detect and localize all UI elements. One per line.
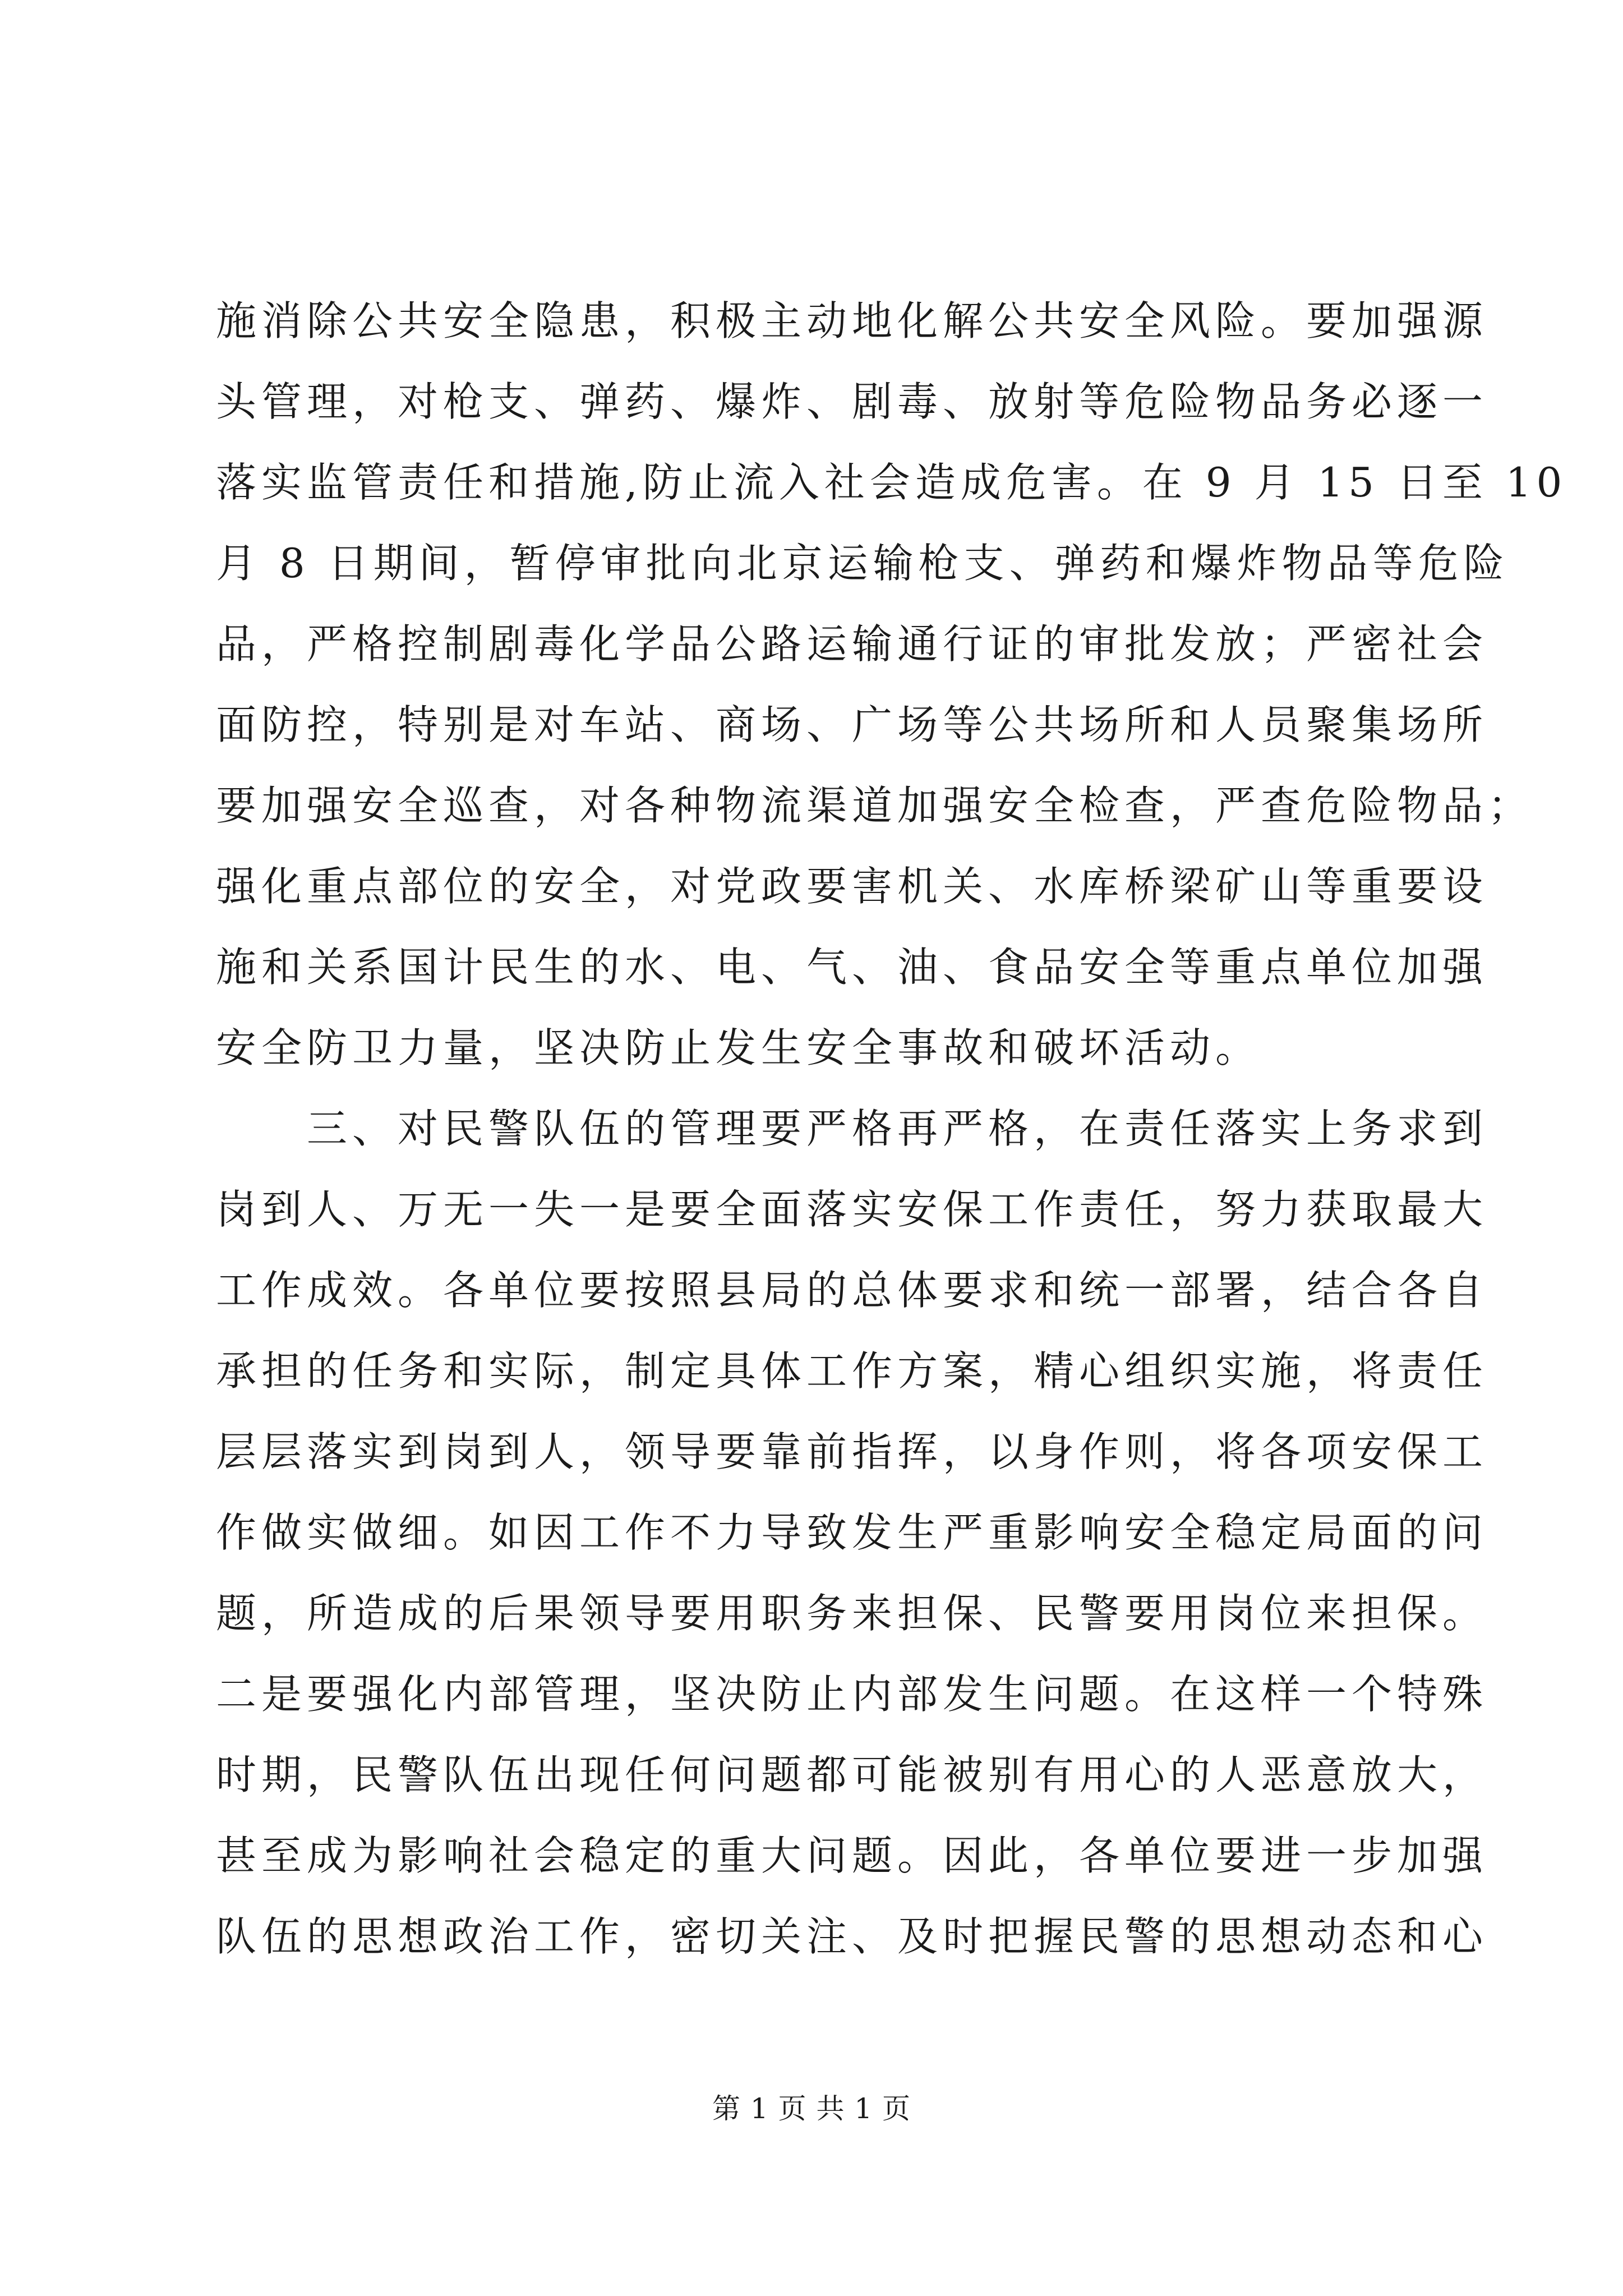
text-line: 月 8 日期间，暂停审批向北京运输枪支、弹药和爆炸物品等危险 bbox=[216, 540, 1509, 587]
body-text bbox=[216, 280, 1567, 1977]
text-line: 施和关系国计民生的水、电、气、油、食品安全等重点单位加强 bbox=[216, 944, 1488, 991]
text-line: 要加强安全巡查，对各种物流渠道加强安全检查，严查危险物品； bbox=[216, 782, 1534, 829]
text-line: 安全防卫力量，坚决防止发生安全事故和破坏活动。 bbox=[216, 1024, 1261, 1071]
text-line: 强化重点部位的安全，对党政要害机关、水库桥梁矿山等重要设 bbox=[216, 863, 1488, 910]
paragraph-start-line: 三、对民警队伍的管理要严格再严格，在责任落实上务求到 bbox=[307, 1105, 1488, 1152]
text-line: 工作成效。各单位要按照县局的总体要求和统一部署，结合各自 bbox=[216, 1267, 1488, 1314]
page-footer: 第 1 页 共 1 页 bbox=[712, 2092, 911, 2125]
text-line: 题，所造成的后果领导要用职务来担保、民警要用岗位来担保。 bbox=[216, 1590, 1488, 1637]
text-line: 头管理，对枪支、弹药、爆炸、剧毒、放射等危险物品务必逐一 bbox=[216, 378, 1488, 425]
text-line: 面防控，特别是对车站、商场、广场等公共场所和人员聚集场所 bbox=[216, 701, 1488, 748]
text-line: 时期，民警队伍出现任何问题都可能被别有用心的人恶意放大， bbox=[216, 1751, 1488, 1798]
text-line: 岗到人、万无一失一是要全面落实安保工作责任，努力获取最大 bbox=[216, 1186, 1488, 1233]
text-line: 施消除公共安全隐患，积极主动地化解公共安全风险。要加强源 bbox=[216, 297, 1488, 344]
text-line: 作做实做细。如因工作不力导致发生严重影响安全稳定局面的问 bbox=[216, 1509, 1488, 1556]
text-line: 承担的任务和实际，制定具体工作方案，精心组织实施，将责任 bbox=[216, 1347, 1488, 1395]
text-line: 落实监管责任和措施,防止流入社会造成危害。在 9 月 15 日至 10 bbox=[216, 459, 1567, 506]
text-line: 二是要强化内部管理，坚决防止内部发生问题。在这样一个特殊 bbox=[216, 1671, 1488, 1718]
text-line: 层层落实到岗到人，领导要靠前指挥，以身作则，将各项安保工 bbox=[216, 1428, 1488, 1475]
text-line: 品，严格控制剧毒化学品公路运输通行证的审批发放；严密社会 bbox=[216, 620, 1488, 668]
text-line: 甚至成为影响社会稳定的重大问题。因此，各单位要进一步加强 bbox=[216, 1832, 1488, 1879]
text-line: 队伍的思想政治工作，密切关注、及时把握民警的思想动态和心 bbox=[216, 1913, 1488, 1960]
